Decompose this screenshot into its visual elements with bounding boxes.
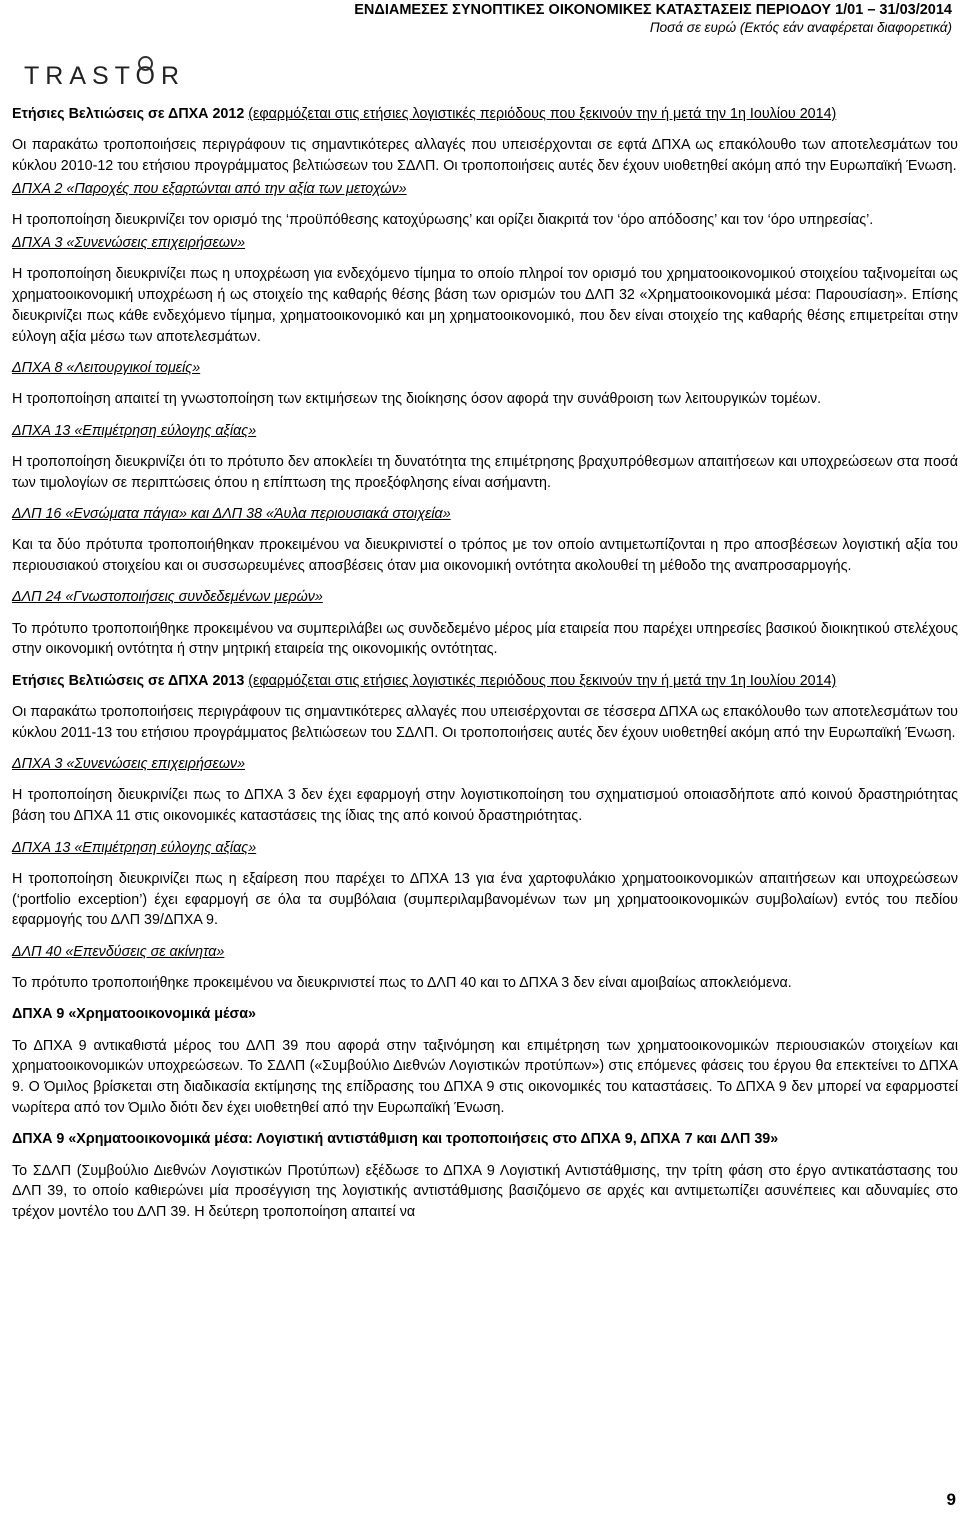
section1-title-bold: Ετήσιες Βελτιώσεις σε ΔΠΧΑ 2012: [12, 106, 245, 122]
header-subtitle: Ποσά σε ευρώ (Εκτός εάν αναφέρεται διαφορετικά): [649, 20, 952, 35]
item-heading: ΔΛΠ 16 «Ενσώματα πάγια» και ΔΛΠ 38 «Άυλα περιουσιακά στοιχεία»: [12, 505, 451, 522]
item-text: Το πρότυπο τροποποιήθηκε προκειμένου να διευκρινιστεί πως το ΔΛΠ 40 και το ΔΠΧΑ 3 δεν είναι αμοιβαίως αποκλειόμενα.: [12, 975, 792, 991]
item-heading: ΔΛΠ 24 «Γνωστοποιήσεις συνδεδεμένων μερών»: [12, 589, 323, 606]
item-heading: ΔΠΧΑ 13 «Επιμέτρηση εύλογης αξίας»: [12, 422, 257, 439]
item-heading: ΔΠΧΑ 3 «Συνενώσεις επιχειρήσεων»: [12, 234, 246, 251]
document-body: [12, 104, 958, 1233]
item-heading: ΔΛΠ 40 «Επενδύσεις σε ακίνητα»: [12, 943, 225, 960]
item-text: Η τροποποίηση διευκρινίζει πως η εξαίρεση που παρέχει το ΔΠΧΑ 13 για ένα χαρτοφυλάκιο χρηματοοικονομικών απαιτήσεων και υποχρεώσεων (‘portfolio exception’) έχει εφαρμογή σε όλα τα συμβόλαια (συμπεριλαμβανομένων των μη χρηματοοικονομικών συμβολαίων) εντός του πεδίου εφαρμογής του ΔΛΠ 39/ΔΠΧΑ 9.: [12, 870, 958, 929]
section2-title-note: (εφαρμόζεται στις ετήσιες λογιστικές περιόδους που ξεκινούν την ή μετά την 1η Ιουλίου 2014): [248, 672, 837, 689]
section3-text: Το ΔΠΧΑ 9 αντικαθιστά μέρος του ΔΛΠ 39 που αφορά στην ταξινόμηση και επιμέτρηση των χρηματοοικονομικών περιουσιακών στοιχείων και χρηματοοικονομικών υποχρεώσεων. Το ΣΔΛΠ («Συμβούλιο Διεθνών Λογιστικών προτύπων») στις επόμενες φάσεις του έργου θα επεκτείνει το ΔΠΧΑ 9. Ο Όμιλος βρίσκεται στη διαδικασία εκτίμησης της επίδρασης του ΔΠΧΑ 9 στις οικονομικές του καταστάσεις. Το ΔΠΧΑ 9 δεν μπορεί να εφαρμοστεί νωρίτερα από τον Όμιλο διότι δεν έχει υιοθετηθεί από την Ευρωπαϊκή Ένωση.: [12, 1037, 958, 1116]
section4-text: Το ΣΔΛΠ (Συμβούλιο Διεθνών Λογιστικών Προτύπων) εξέδωσε το ΔΠΧΑ 9 Λογιστική Αντιστάθμισης, την τρίτη φάση στο έργο αντικατάστασης του ΔΛΠ 39, το οποίο καθιερώνει μία προσέγγιση της λογιστικής αντιστάθμισης βασιζόμενο σε αρχές και αντιμετωπίζει ασυνέπειες και αδυναμίες στο τρέχον μοντέλο του ΔΛΠ 39. Η δεύτερη τροποποίηση απαιτεί να: [12, 1162, 958, 1221]
section4-heading: ΔΠΧΑ 9 «Χρηματοοικονομικά μέσα: Λογιστική αντιστάθμιση και τροποποιήσεις στο ΔΠΧΑ 9, ΔΠΧΑ 7 και ΔΛΠ 39»: [12, 1131, 779, 1148]
section2-intro: Οι παρακάτω τροποποιήσεις περιγράφουν τις σημαντικότερες αλλαγές που υπεισέρχονται σε τέσσερα ΔΠΧΑ ως επακόλουθο των αποτελεσμάτων του κύκλου 2011-13 του ετήσιου προγράμματος βελτιώσεων του ΣΔΛΠ. Οι τροποποιήσεις αυτές δεν έχουν υιοθετηθεί ακόμη από την Ευρωπαϊκή Ένωση.: [12, 704, 958, 741]
section2-title: [12, 671, 958, 692]
logo-circle-icon: [138, 56, 153, 71]
item-text: Η τροποποίηση διευκρινίζει πως η υποχρέωση για ενδεχόμενο τίμημα το οποίο πληροί τον ορισμό του χρηματοοικονομικού στοιχείου ταξινομείται ως χρηματοοικονομική υποχρέωση ή ως στοιχείο της καθαρής θέσης βάση των ορισμών του ΔΛΠ 32 «Χρηματοοικονομικά μέσα: Παρουσίαση». Επίσης διευκρινίζει πως κάθε ενδεχόμενο τίμημα, χρηματοοικονομικό και μη χρηματοοικονομικό, που δεν είναι στοιχείο της καθαρής θέσης επιμετρείται στην εύλογη αξία μέσω των αποτελεσμάτων.: [12, 266, 958, 345]
item-text: Η τροποποίηση διευκρινίζει τον ορισμό της ‘προϋπόθεσης κατοχύρωσης’ και ορίζει διακριτά τον ‘όρο απόδοσης’ και τον ‘όρο υπηρεσίας’.: [12, 212, 874, 229]
item-text: Η τροποποίηση απαιτεί τη γνωστοποίηση των εκτιμήσεων της διοίκησης όσον αφορά την συνάθροιση των λειτουργικών τομέων.: [12, 391, 822, 408]
item-text: Η τροποποίηση διευκρινίζει πως το ΔΠΧΑ 3 δεν έχει εφαρμογή στην λογιστικοποίηση του σχηματισμού οποιασδήποτε από κοινού δραστηριότητας βάση του ΔΠΧΑ 11 στις οικονομικές καταστάσεις της ίδιας της από κοινού δραστηριότητας.: [12, 787, 958, 825]
page-number: 9: [946, 1490, 956, 1509]
item-heading: ΔΠΧΑ 8 «Λειτουργικοί τομείς»: [12, 359, 201, 376]
item-text: Το πρότυπο τροποποιήθηκε προκειμένου να συμπεριλάβει ως συνδεδεμένο μέρος μία εταιρεία που παρέχει υπηρεσίες βασικού διοικητικού στελέχους στην οικονομική οντότητα ή στην μητρική εταιρεία της οικονομικής οντότητας.: [12, 620, 958, 658]
header-title: ΕΝΔΙΑΜΕΣΕΣ ΣΥΝΟΠΤΙΚΕΣ ΟΙΚΟΝΟΜΙΚΕΣ ΚΑΤΑΣΤΑΣΕΙΣ ΠΕΡΙΟΔΟΥ 1/01 – 31/03/2014: [354, 2, 952, 18]
section2-title-bold: Ετήσιες Βελτιώσεις σε ΔΠΧΑ 2013: [12, 672, 245, 689]
page-header: [0, 0, 960, 100]
item-heading: ΔΠΧΑ 2 «Παροχές που εξαρτώνται από την αξία των μετοχών»: [12, 180, 407, 197]
item-text: Η τροποποίηση διευκρινίζει ότι το πρότυπο δεν αποκλείει τη δυνατότητα της επιμέτρησης βραχυπρόθεσμων απαιτήσεων και υποχρεώσεων στα ποσά των τιμολογίων σε περιπτώσεις όπου η επίπτωση της προεξόφλησης είναι ασήμαντη.: [12, 453, 958, 491]
item-text: Και τα δύο πρότυπα τροποποιήθηκαν προκειμένου να διευκρινιστεί ο τρόπος με τον οποίο αντιμετωπίζονται η προ αποσβέσεων λογιστική αξία του περιουσιακού στοιχείου και οι συσσωρευμένες αποσβέσεις όταν μια οικονομική οντότητα ακολουθεί τη μέθοδο της αναπροσαρμογής.: [12, 537, 958, 575]
section1-title-note: (εφαρμόζεται στις ετήσιες λογιστικές περιόδους που ξεκινούν την ή μετά την 1η Ιουλίου 2014): [248, 106, 837, 122]
section3-heading: ΔΠΧΑ 9 «Χρηματοοικονομικά μέσα»: [12, 1006, 256, 1023]
item-heading: ΔΠΧΑ 13 «Επιμέτρηση εύλογης αξίας»: [12, 839, 257, 856]
item-heading: ΔΠΧΑ 3 «Συνενώσεις επιχειρήσεων»: [12, 756, 246, 773]
company-logo: TRASTOR: [24, 62, 185, 90]
section1-title: [12, 104, 958, 125]
section1-intro: Οι παρακάτω τροποποιήσεις περιγράφουν τις σημαντικότερες αλλαγές που υπεισέρχονται σε εφτά ΔΠΧΑ ως επακόλουθο των αποτελεσμάτων του κύκλου 2010-12 του ετήσιου προγράμματος βελτιώσεων του ΣΔΛΠ. Οι τροποποιήσεις αυτές δεν έχουν υιοθετηθεί ακόμη από την Ευρωπαϊκή Ένωση.: [12, 137, 958, 175]
